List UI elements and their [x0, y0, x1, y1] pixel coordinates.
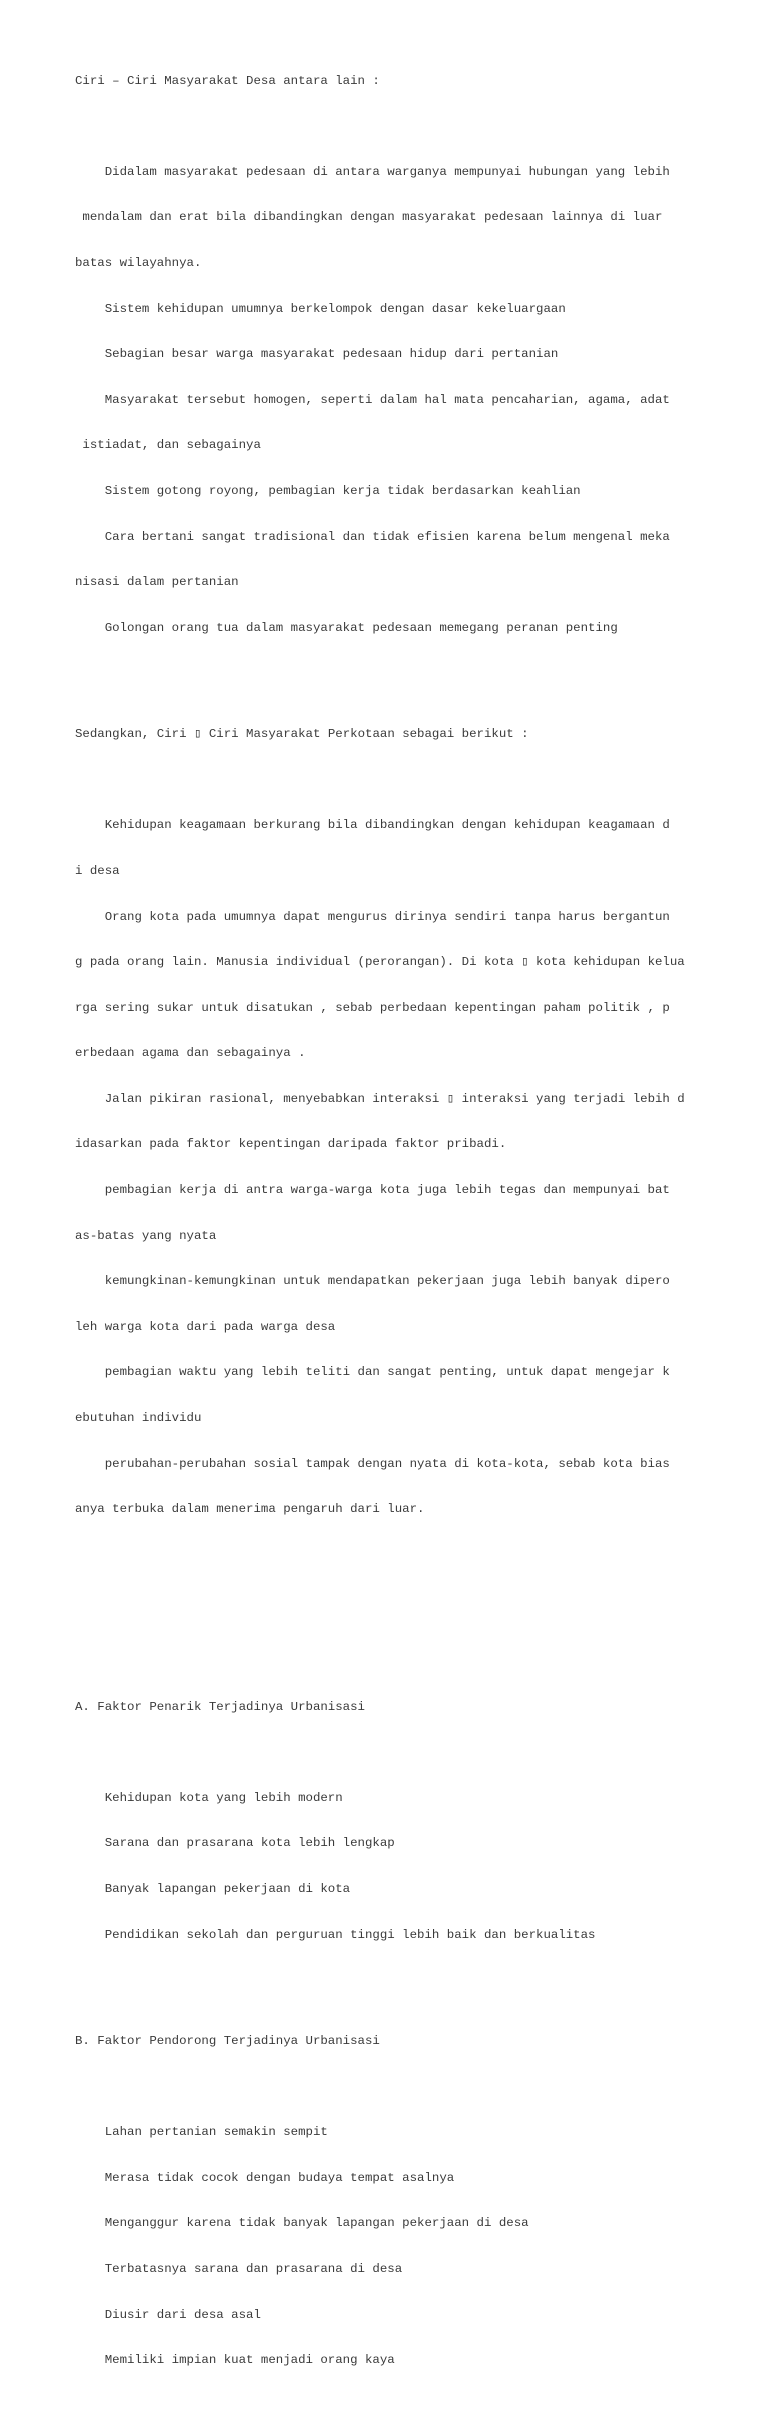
urban-line: Orang kota pada umumnya dapat mengurus dirinya sendiri tanpa harus bergantun: [75, 909, 670, 924]
blank-line: [75, 1745, 685, 1760]
rural-heading: Ciri – Ciri Masyarakat Desa antara lain :: [75, 73, 380, 88]
push-factors-heading: B. Faktor Pendorong Terjadinya Urbanisasi: [75, 2033, 380, 2048]
push-factor-item: Merasa tidak cocok dengan budaya tempat asalnya: [75, 2170, 455, 2185]
urban-line: leh warga kota dari pada warga desa: [75, 1319, 336, 1334]
urban-line: idasarkan pada faktor kepentingan daripada faktor pribadi.: [75, 1137, 507, 1152]
pull-factor-item: Pendidikan sekolah dan perguruan tinggi lebih baik dan berkualitas: [75, 1927, 596, 1942]
rural-line: batas wilayahnya.: [75, 255, 202, 270]
rural-line: nisasi dalam pertanian: [75, 575, 239, 590]
urban-line: rga sering sukar untuk disatukan , sebab perbedaan kepentingan paham politik , p: [75, 1000, 670, 1015]
urban-line: i desa: [75, 863, 120, 878]
urban-line: kemungkinan-kemungkinan untuk mendapatkan pekerjaan juga lebih banyak dipero: [75, 1274, 670, 1289]
push-factor-item: Menganggur karena tidak banyak lapangan pekerjaan di desa: [75, 2216, 529, 2231]
push-factor-item: Diusir dari desa asal: [75, 2307, 261, 2322]
urban-line: as-batas yang nyata: [75, 1228, 217, 1243]
urban-line: pembagian kerja di antra warga-warga kota juga lebih tegas dan mempunyai bat: [75, 1183, 670, 1198]
blank-line: [75, 2080, 685, 2095]
rural-line: Sistem kehidupan umumnya berkelompok dengan dasar kekeluargaan: [75, 301, 566, 316]
urban-line: perubahan-perubahan sosial tampak dengan nyata di kota-kota, sebab kota bias: [75, 1456, 670, 1471]
rural-line: mendalam dan erat bila dibandingkan dengan masyarakat pedesaan lainnya di luar: [75, 210, 663, 225]
pull-factor-item: Kehidupan kota yang lebih modern: [75, 1790, 343, 1805]
blank-line: [75, 666, 685, 681]
push-factor-item: Memiliki impian kuat menjadi orang kaya: [75, 2353, 395, 2368]
urban-heading: Sedangkan, Ciri ▯ Ciri Masyarakat Perkotaan sebagai berikut :: [75, 727, 529, 742]
pull-factor-item: Banyak lapangan pekerjaan di kota: [75, 1882, 351, 1896]
rural-line: Didalam masyarakat pedesaan di antara warganya mempunyai hubungan yang lebih: [75, 164, 670, 179]
rural-line: istiadat, dan sebagainya: [75, 438, 261, 453]
urban-line: erbedaan agama dan sebagainya .: [75, 1046, 306, 1061]
urban-line: anya terbuka dalam menerima pengaruh dari luar.: [75, 1502, 425, 1517]
urban-line: Kehidupan keagamaan berkurang bila dibandingkan dengan kehidupan keagamaan d: [75, 818, 670, 833]
rural-line: Cara bertani sangat tradisional dan tidak efisien karena belum mengenal meka: [75, 529, 670, 544]
rural-line: Sistem gotong royong, pembagian kerja tidak berdasarkan keahlian: [75, 483, 581, 498]
pull-factor-item: Sarana dan prasarana kota lebih lengkap: [75, 1836, 395, 1851]
urban-line: Jalan pikiran rasional, menyebabkan interaksi ▯ interaksi yang terjadi lebih d: [75, 1091, 685, 1106]
document-text: [75, 28, 685, 2414]
pull-factors-heading: A. Faktor Penarik Terjadinya Urbanisasi: [75, 1699, 365, 1714]
urban-line: pembagian waktu yang lebih teliti dan sangat penting, untuk dapat mengejar k: [75, 1365, 670, 1380]
rural-line: Golongan orang tua dalam masyarakat pedesaan memegang peranan penting: [75, 620, 618, 635]
push-factor-item: Lahan pertanian semakin sempit: [75, 2125, 328, 2140]
urban-line: g pada orang lain. Manusia individual (perorangan). Di kota ▯ kota kehidupan kelua: [75, 955, 685, 970]
push-factor-item: Terbatasnya sarana dan prasarana di desa: [75, 2261, 403, 2276]
blank-line: [75, 119, 685, 134]
urban-line: ebutuhan individu: [75, 1411, 202, 1426]
blank-line: [75, 773, 685, 788]
rural-line: Sebagian besar warga masyarakat pedesaan hidup dari pertanian: [75, 347, 559, 362]
section-spacer: [75, 1563, 685, 1654]
rural-line: Masyarakat tersebut homogen, seperti dalam hal mata pencaharian, agama, adat: [75, 392, 670, 407]
blank-line: [75, 1973, 685, 1988]
